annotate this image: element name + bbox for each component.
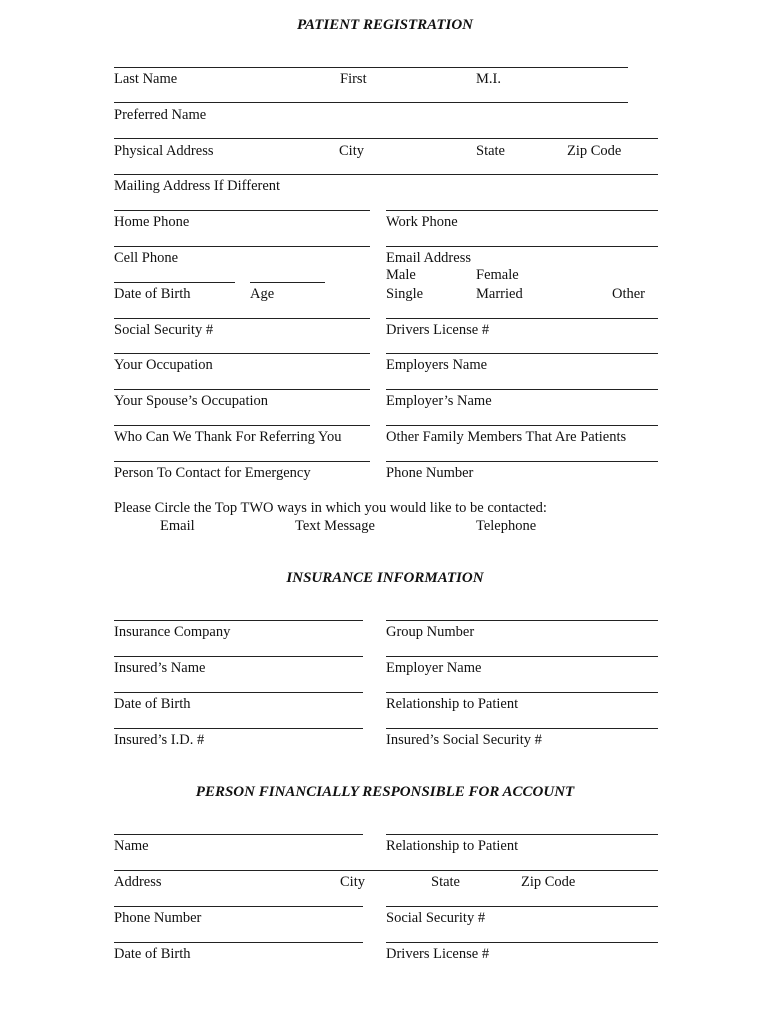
label-your-occupation: Your Occupation [114,357,213,373]
age-fill-line[interactable] [250,282,325,283]
label-work-phone: Work Phone [386,214,458,230]
label-responsible-state: State [431,874,460,890]
physical-address-fill-line[interactable] [114,138,658,139]
label-phone-number: Phone Number [386,465,474,481]
employers-name-fill-line[interactable] [386,353,658,354]
emergency-phone-fill-line[interactable] [386,461,658,462]
date-of-birth-fill-line[interactable] [114,282,235,283]
section-title-insurance-information: INSURANCE INFORMATION [286,570,484,586]
option-female[interactable]: Female [476,267,519,283]
label-referral: Who Can We Thank For Referring You [114,429,342,445]
contact-option-text-message[interactable]: Text Message [295,518,375,534]
label-insured-date-of-birth: Date of Birth [114,696,191,712]
responsible-phone-fill-line[interactable] [114,906,363,907]
label-relationship-to-patient: Relationship to Patient [386,696,519,712]
spouse-employer-fill-line[interactable] [386,389,658,390]
insurance-company-fill-line[interactable] [114,620,363,621]
responsible-address-fill-line-2[interactable] [182,870,658,871]
label-social-security: Social Security # [114,322,214,338]
contact-option-telephone[interactable]: Telephone [476,518,537,534]
referral-fill-line[interactable] [114,425,370,426]
email-fill-line[interactable] [386,246,658,247]
contact-option-email[interactable]: Email [160,518,195,534]
label-group-number: Group Number [386,624,475,640]
label-city: City [339,143,364,159]
name-fill-line[interactable] [114,67,628,68]
section-title-financially-responsible: PERSON FINANCIALLY RESPONSIBLE FOR ACCOUNT [195,784,575,800]
responsible-name-fill-line[interactable] [114,834,363,835]
label-physical-address: Physical Address [114,143,214,159]
label-state: State [476,143,505,159]
option-male[interactable]: Male [386,267,416,283]
label-mailing-address: Mailing Address If Different [114,178,281,194]
label-employers-name: Employers Name [386,357,488,373]
label-age: Age [250,286,275,302]
label-middle-initial: M.I. [476,71,501,87]
label-date-of-birth: Date of Birth [114,286,191,302]
section-title-patient-registration: PATIENT REGISTRATION [296,17,473,33]
spouse-occupation-fill-line[interactable] [114,389,370,390]
insured-id-fill-line[interactable] [114,728,363,729]
cell-phone-fill-line[interactable] [114,246,370,247]
responsible-drivers-license-fill-line[interactable] [386,942,658,943]
option-married[interactable]: Married [476,286,523,302]
occupation-fill-line[interactable] [114,353,370,354]
label-spouse-occupation: Your Spouse’s Occupation [114,393,268,409]
label-cell-phone: Cell Phone [114,250,179,266]
label-responsible-social-security: Social Security # [386,910,486,926]
label-drivers-license: Drivers License # [386,322,490,338]
label-home-phone: Home Phone [114,214,190,230]
emergency-contact-fill-line[interactable] [114,461,370,462]
contact-preference-prompt: Please Circle the Top TWO ways in which you would like to be contacted: [114,500,547,516]
label-responsible-drivers-license: Drivers License # [386,946,490,962]
option-single[interactable]: Single [386,286,424,302]
employer-name-fill-line[interactable] [386,656,658,657]
insured-name-fill-line[interactable] [114,656,363,657]
option-other[interactable]: Other [612,286,646,302]
family-members-fill-line[interactable] [386,425,658,426]
label-last-name: Last Name [114,71,178,87]
ssn-fill-line[interactable] [114,318,370,319]
label-family-members: Other Family Members That Are Patients [386,429,627,445]
label-responsible-city: City [340,874,365,890]
label-responsible-phone-number: Phone Number [114,910,202,926]
group-number-fill-line[interactable] [386,620,658,621]
preferred-name-fill-line[interactable] [114,102,628,103]
label-responsible-date-of-birth: Date of Birth [114,946,191,962]
label-emergency-contact: Person To Contact for Emergency [114,465,311,481]
label-insurance-company: Insurance Company [114,624,231,640]
label-responsible-relationship: Relationship to Patient [386,838,519,854]
label-responsible-zip-code: Zip Code [521,874,576,890]
label-preferred-name: Preferred Name [114,107,207,123]
responsible-relationship-fill-line[interactable] [386,834,658,835]
label-insured-id: Insured’s I.D. # [114,732,205,748]
responsible-ssn-fill-line[interactable] [386,906,658,907]
insured-dob-fill-line[interactable] [114,692,363,693]
label-insured-name: Insured’s Name [114,660,206,676]
label-responsible-name: Name [114,838,149,854]
label-first-name: First [340,71,367,87]
label-spouse-employer: Employer’s Name [386,393,492,409]
label-zip-code: Zip Code [567,143,622,159]
label-responsible-address: Address [114,874,162,890]
insured-ssn-fill-line[interactable] [386,728,658,729]
drivers-license-fill-line[interactable] [386,318,658,319]
insured-relationship-fill-line[interactable] [386,692,658,693]
mailing-address-fill-line[interactable] [114,174,658,175]
responsible-address-fill-line[interactable] [114,870,182,871]
label-employer-name: Employer Name [386,660,482,676]
responsible-dob-fill-line[interactable] [114,942,363,943]
label-email-address: Email Address [386,250,471,266]
home-phone-fill-line[interactable] [114,210,370,211]
work-phone-fill-line[interactable] [386,210,658,211]
label-insured-social-security: Insured’s Social Security # [386,732,542,748]
